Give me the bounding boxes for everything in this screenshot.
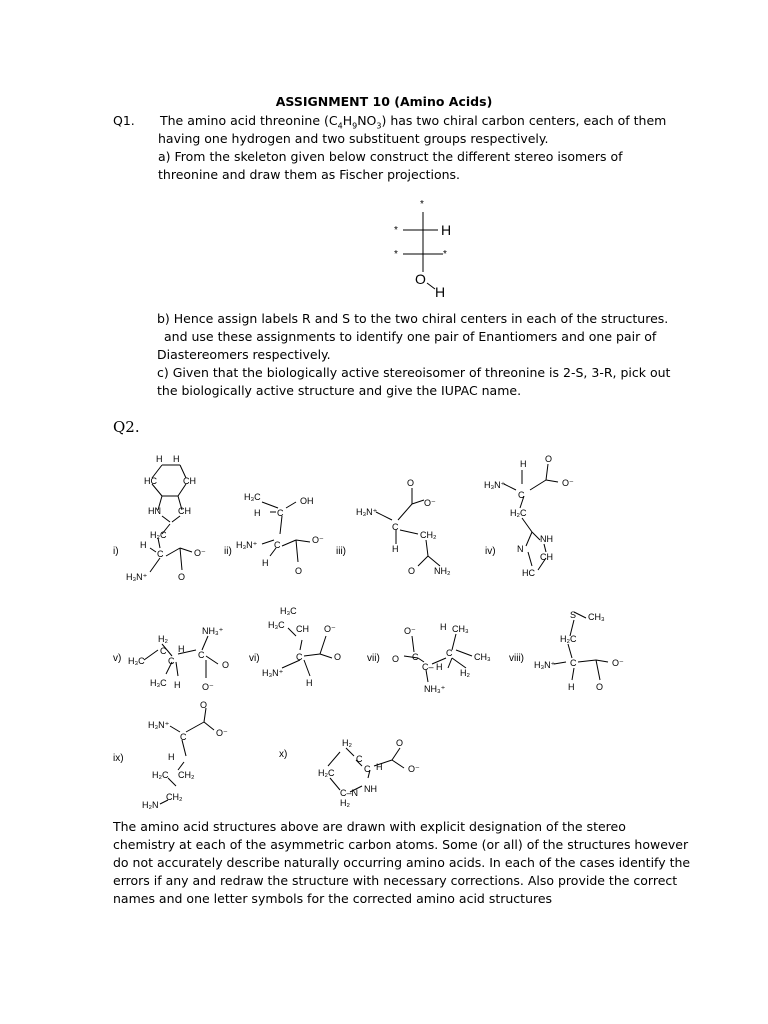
thr-c-beta: C [277, 508, 284, 518]
his-h2c: H₂C [510, 508, 527, 518]
asn-h: H [392, 544, 399, 554]
asn-o-minus: O⁻ [424, 498, 436, 508]
q2-paragraph-line-4: errors if any and redraw the structure with necessary corrections. Also provide the correct [113, 873, 678, 888]
q1-line-2: having one hydrogen and two substituent groups respectively. [158, 131, 549, 146]
his-n: N [517, 544, 524, 554]
thr-oh: OH [300, 496, 314, 506]
val-h: H [306, 678, 313, 688]
asn-o: O [407, 478, 415, 488]
q2-paragraph-line-3: do not accurately describe naturally occurring amino acids. In each of the cases identify the [113, 855, 691, 870]
q2-paragraph-line-2: chemistry at each of the asymmetric carbon atoms. Some (or all) of the structures however [113, 837, 689, 852]
trp-c-alpha: C [157, 549, 164, 559]
trp-o: O [178, 572, 186, 582]
val-o: O [334, 652, 342, 662]
q2-paragraph-line-5: names and one letter symbols for the corrected amino acid structures [113, 891, 553, 906]
q2-paragraph-line-1: The amino acid structures above are drawn with explicit designation of the stereo [113, 819, 626, 834]
met-h3n: H₃N⁺ [534, 660, 556, 670]
met-o: O [596, 682, 604, 692]
pro-h: H [376, 762, 383, 772]
vii-o: O [392, 654, 400, 664]
pro-c: C [356, 754, 363, 764]
structure-label-v: v) [113, 653, 122, 664]
structure-label-iv: iv) [485, 546, 496, 557]
trp-ch: CH [183, 476, 196, 486]
val-h3c-top: H₃C [280, 606, 297, 616]
trp-h-1: H [156, 454, 163, 464]
thr-h-alpha: H [262, 558, 269, 568]
val-h3c: H₃C [268, 620, 285, 630]
val-h3n: H₃N⁺ [262, 668, 284, 678]
his-o-minus: O⁻ [562, 478, 574, 488]
fischer-left-star: * [394, 225, 398, 236]
his-ch: CH [540, 552, 553, 562]
q1-b-line-3: Diastereomers respectively. [157, 347, 331, 362]
thr-h3c: H₃C [244, 492, 261, 502]
q1-line-4: threonine and draw them as Fischer projections. [158, 167, 461, 182]
vii-h-alpha: H [436, 662, 443, 672]
q1-line-1: The amino acid threonine $(C_4H_9NO_3)$ has two chiral carbon centers, each of them [160, 113, 667, 131]
q1-line-3: a) From the skeleton given below construct the different stereo isomers of [158, 149, 623, 164]
page-title: ASSIGNMENT 10 (Amino Acids) [275, 94, 493, 109]
met-c-alpha: C [570, 658, 577, 668]
pro-o: O [396, 738, 404, 748]
trp-h2c: H₂C [150, 530, 167, 540]
structure-label-iii: iii) [336, 546, 346, 557]
ile-h-alpha: H [178, 644, 185, 654]
q1-c-line-1: c) Given that the biologically active stereoisomer of threonine is 2-S, 3-R, pick out [157, 365, 671, 380]
pro-h2c: H₂C [318, 768, 335, 778]
trp-h3n: H₃N⁺ [126, 572, 148, 582]
trp-ch-ring: CH [178, 506, 191, 516]
val-c-alpha: C [296, 652, 303, 662]
val-ch: CH [296, 624, 309, 634]
ile-c-alpha: C [198, 650, 205, 660]
vii-h: H [440, 622, 447, 632]
pro-h2-bottom: H₂ [340, 798, 350, 808]
q1-label: Q1. [113, 113, 135, 128]
lys-ch2-lower: CH₂ [166, 792, 183, 802]
thr-h-beta: H [254, 508, 261, 518]
lys-h3n: H₃N⁺ [148, 720, 170, 730]
met-s: S [570, 610, 577, 620]
vii-h2: H₂ [460, 668, 470, 678]
asn-c-alpha: C [392, 522, 399, 532]
structure-label-vi: vi) [249, 653, 260, 664]
asn-o-amide: O [408, 566, 416, 576]
fischer-h-right: H [441, 222, 452, 238]
ile-h-beta: H [174, 680, 181, 690]
met-ch3: CH₃ [588, 612, 605, 622]
ile-o-minus: O⁻ [202, 682, 214, 692]
q2-label: Q2. [113, 418, 140, 436]
pro-o-minus: O⁻ [408, 764, 420, 774]
fischer-right-star: * [443, 249, 447, 260]
asn-h3n: H₃N⁺ [356, 507, 378, 517]
fischer-left-star-2: * [394, 249, 398, 260]
met-h: H [568, 682, 575, 692]
met-o-minus: O⁻ [612, 658, 624, 668]
ile-h3c: H₃C [128, 656, 145, 666]
ile-nh3: NH₃⁺ [202, 626, 224, 636]
val-o-minus: O⁻ [324, 624, 336, 634]
vii-ch3: CH₃ [452, 624, 469, 634]
vii-o-minus: O⁻ [404, 626, 416, 636]
his-h-top: H [520, 459, 527, 469]
structure-label-ix: ix) [113, 753, 124, 764]
pro-c-n: C–N [340, 788, 359, 798]
vii-c-alpha: C– [422, 662, 434, 672]
lys-ch2: CH₂ [178, 770, 195, 780]
structure-label-viii: viii) [509, 653, 524, 664]
ile-o: O [222, 660, 230, 670]
structure-label-x: x) [279, 749, 288, 760]
vii-ch3-right: CH₃ [474, 652, 491, 662]
fischer-oxygen: O [415, 271, 426, 287]
his-h3n: H₃N⁺ [484, 480, 506, 490]
trp-hc: HC [144, 476, 157, 486]
trp-hn: HN [148, 506, 161, 516]
asn-ch2: CH₂ [420, 530, 437, 540]
lys-h2n: H₂N [142, 800, 159, 810]
ile-h3c-lower: H₃C [150, 678, 167, 688]
fischer-h-bottom: H [435, 284, 446, 300]
lys-h2c: H₂C [152, 770, 169, 780]
his-c-alpha: C [518, 490, 525, 500]
structure-label-vii: vii) [367, 653, 380, 664]
ile-h2: H₂ [158, 634, 168, 644]
trp-h-alpha: H [140, 540, 147, 550]
vii-c: C [412, 652, 419, 662]
vii-c-beta: C [446, 648, 453, 658]
pro-nh: NH [364, 784, 377, 794]
thr-c-alpha: C [274, 540, 281, 550]
pro-c-alpha: C [364, 764, 371, 774]
q1-b-line-1: b) Hence assign labels R and S to the two chiral centers in each of the structures. [157, 311, 669, 326]
trp-h-2: H [173, 454, 180, 464]
lys-o-minus: O⁻ [216, 728, 228, 738]
his-nh: NH [540, 534, 553, 544]
structure-label-ii: ii) [224, 546, 232, 557]
thr-o: O [295, 566, 303, 576]
his-o: O [545, 454, 553, 464]
lys-c-alpha: C [180, 732, 187, 742]
met-h2c: H₂C [560, 634, 577, 644]
trp-o-minus: O⁻ [194, 548, 206, 558]
his-hc: HC [522, 568, 535, 578]
lys-o: O [200, 700, 208, 710]
ile-c-beta: C [168, 656, 175, 666]
q1-b-line-2: and use these assignments to identify one pair of Enantiomers and one pair of [164, 329, 657, 344]
ile-c-gamma: C [160, 646, 167, 656]
q1-c-line-2: the biologically active structure and give the IUPAC name. [157, 383, 522, 398]
thr-h3n: H₃N⁺ [236, 540, 258, 550]
pro-h2-top: H₂ [342, 738, 352, 748]
thr-o-minus: O⁻ [312, 535, 324, 545]
fischer-top-star: * [420, 199, 424, 210]
structure-label-i: i) [113, 546, 119, 557]
asn-nh2: NH₂ [434, 566, 451, 576]
lys-h: H [168, 752, 175, 762]
vii-nh3: NH₃⁺ [424, 684, 446, 694]
